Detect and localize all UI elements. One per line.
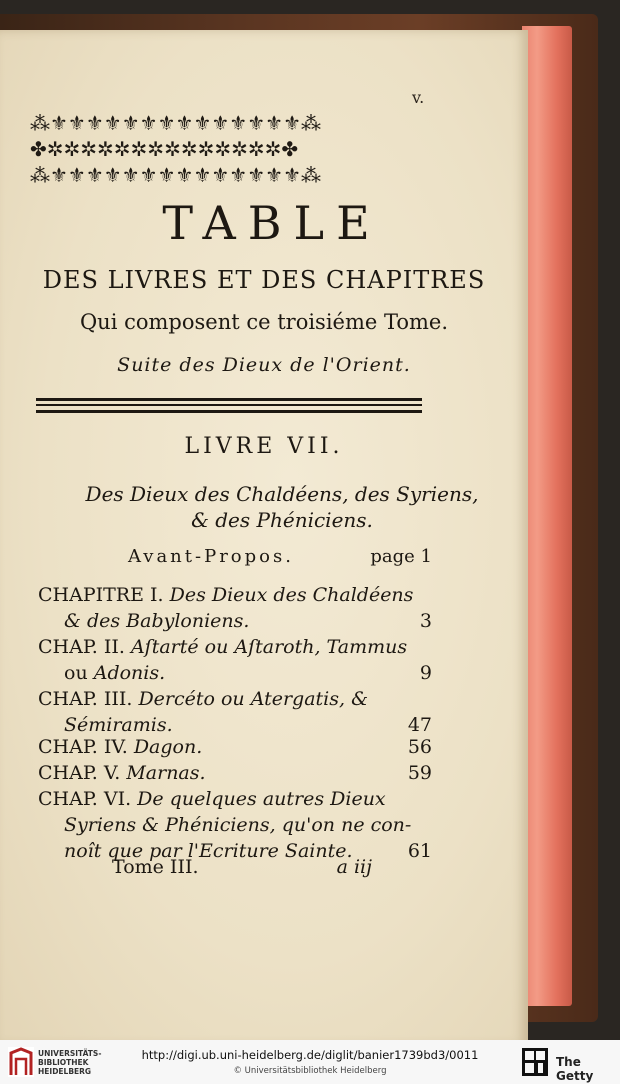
chapter-label: CHAP. IV.	[38, 736, 134, 758]
livre-description: & des Phéniciens.	[191, 508, 373, 532]
divider-rule	[36, 404, 422, 406]
chapter-page: 61	[407, 840, 432, 862]
chapter-title: Aſtarté ou Aſtaroth, Tammus	[130, 636, 408, 658]
chapter-line	[38, 582, 432, 608]
chapter-page: 47	[407, 714, 432, 736]
avant-propos-label: Avant-Propos.	[128, 546, 294, 567]
ornament-row: ⁂⚜⚜⚜⚜⚜⚜⚜⚜⚜⚜⚜⚜⚜⚜⁂	[30, 111, 322, 135]
chapter-title: Adonis.	[93, 662, 166, 684]
chapter-entry	[38, 634, 432, 686]
suite-line: Suite des Dieux de l'Orient.	[117, 354, 411, 376]
chapter-line	[38, 660, 432, 686]
chapter-entry	[38, 686, 432, 738]
tome-label: Tome III.	[112, 856, 199, 878]
page-number: v.	[412, 88, 425, 107]
chapter-line	[38, 634, 432, 660]
chapter-title: Marnas.	[126, 762, 206, 784]
avant-propos-page: page 1	[370, 546, 432, 567]
chapter-line	[38, 734, 432, 760]
chapter-title: & des Babyloniens.	[64, 610, 250, 632]
chapter-line	[38, 786, 432, 812]
livre-description: Des Dieux des Chaldéens, des Syriens,	[85, 482, 479, 506]
chapter-title: Des Dieux des Chaldéens	[169, 584, 414, 606]
chapter-title: Dercéto ou Atergatis, &	[138, 688, 369, 710]
chapter-label: CHAP. V.	[38, 762, 127, 784]
chapter-text	[64, 812, 411, 838]
viewer-footer	[0, 1040, 620, 1084]
chapter-entry	[38, 734, 432, 760]
page-footer-line	[112, 856, 372, 878]
chapter-page: 3	[419, 610, 432, 632]
chapter-title: noît que par l'Ecriture Sainte.	[64, 840, 353, 862]
chapter-label: CHAP. II.	[38, 636, 131, 658]
chapter-line	[38, 686, 432, 712]
tome-line: Qui composent ce troisiéme Tome.	[79, 310, 449, 334]
chapter-text	[64, 608, 249, 634]
chapter-page: 9	[419, 662, 432, 684]
ornament-row: ⁂⚜⚜⚜⚜⚜⚜⚜⚜⚜⚜⚜⚜⚜⚜⁂	[30, 163, 322, 187]
chapter-text	[64, 660, 165, 686]
livre-heading: LIVRE VII.	[184, 434, 344, 459]
chapter-label: CHAPITRE I.	[38, 584, 170, 606]
chapter-label: CHAP. VI.	[38, 788, 138, 810]
chapter-entry	[38, 760, 432, 786]
chapter-label: CHAP. III.	[38, 688, 139, 710]
chapter-text	[38, 634, 407, 660]
chapter-label: ou	[64, 662, 94, 684]
page-title: TABLE	[162, 196, 382, 250]
ornament-row: ✤✲✲✲✲✲✲✲✲✲✲✲✲✲✲✤	[30, 137, 299, 161]
chapter-entry	[38, 786, 432, 864]
chapter-title: Dagon.	[133, 736, 203, 758]
avant-propos-entry	[128, 546, 432, 567]
chapter-text	[38, 734, 202, 760]
copyright-notice: © Universitätsbibliothek Heidelberg	[233, 1066, 387, 1076]
page-subtitle: DES LIVRES ET DES CHAPITRES	[42, 266, 486, 294]
chapter-text	[38, 582, 413, 608]
chapter-title: De quelques autres Dieux	[137, 788, 386, 810]
institution-name: UNIVERSITÄTS- BIBLIOTHEK HEIDELBERG	[38, 1049, 102, 1076]
getty-logo-icon	[522, 1048, 548, 1076]
chapter-title: Syriens & Phéniciens, qu'on ne con-	[64, 814, 412, 836]
chapter-line	[38, 812, 432, 838]
chapter-text	[38, 760, 206, 786]
chapter-text	[38, 686, 368, 712]
chapter-line	[38, 608, 432, 634]
permalink-url[interactable]: http://digi.ub.uni-heidelberg.de/diglit/banier1739bd3/0011	[141, 1048, 479, 1062]
divider-rule	[36, 410, 422, 413]
partner-name: The Getty	[556, 1055, 594, 1083]
chapter-line	[38, 760, 432, 786]
divider-rule	[36, 398, 422, 401]
signature-mark: a iij	[336, 856, 372, 878]
chapter-entry	[38, 582, 432, 634]
chapter-page: 59	[407, 762, 432, 784]
chapter-text	[38, 786, 386, 812]
printers-ornament	[30, 110, 428, 188]
chapter-page: 56	[407, 736, 432, 758]
chapter-title: Sémiramis.	[64, 714, 173, 736]
